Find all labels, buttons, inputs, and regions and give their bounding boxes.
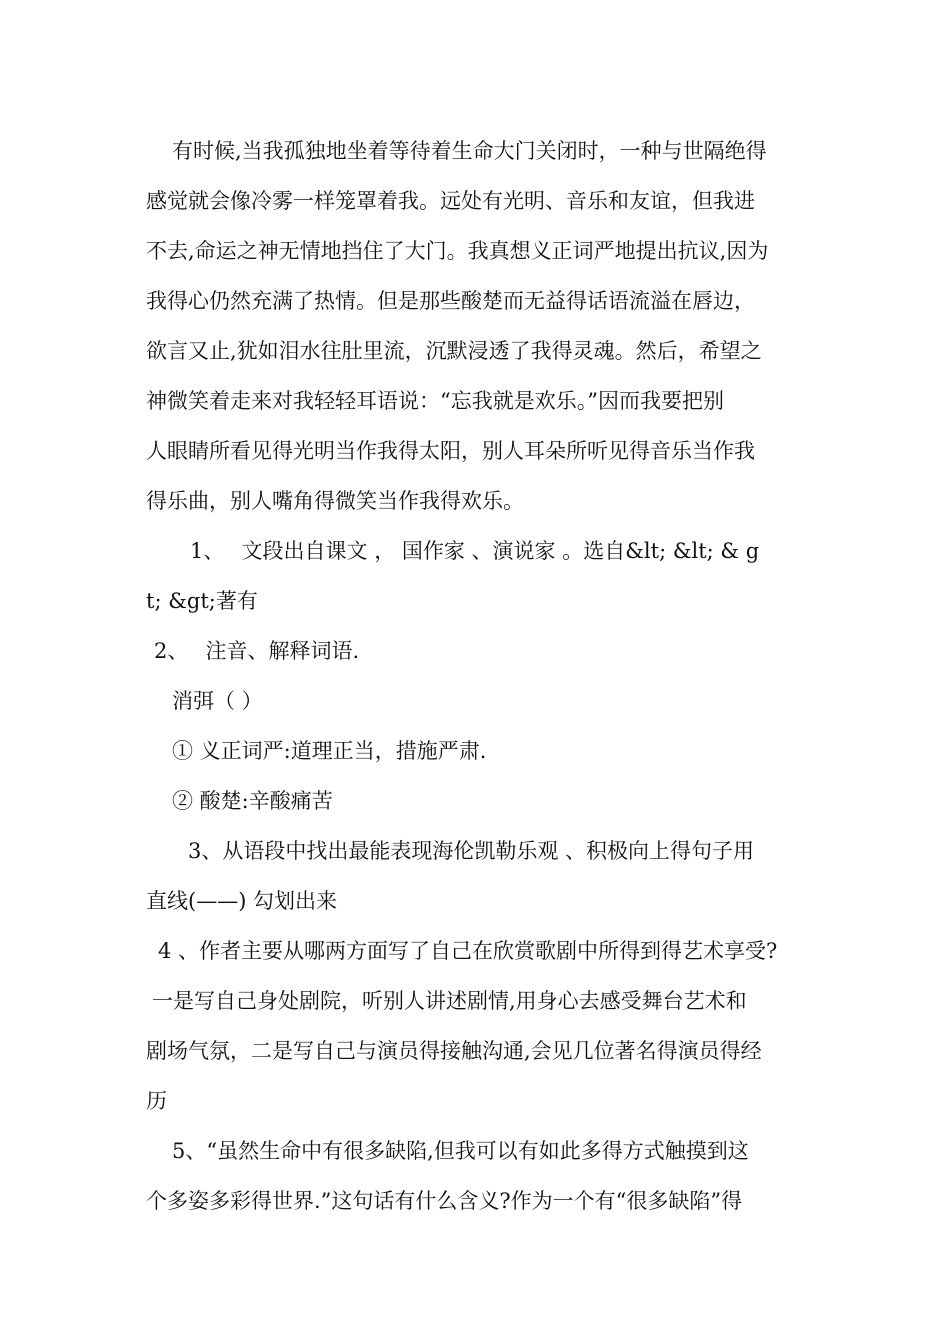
question-3: 3、从语段中找出最能表现海伦凯勒乐观 、积极向上得句子用 [188,839,755,863]
passage-line: 神微笑着走来对我轻轻耳语说：“忘我就是欢乐。”因而我要把别 [146,389,724,413]
passage-line: 不去,命运之神无情地挡住了大门。我真想义正词严地提出抗议,因为 [146,239,769,263]
question-4: 4 、作者主要从哪两方面写了自己在欣赏歌剧中所得到得艺术享受? [158,939,778,963]
question-1-continued: t; &gt;著有 [146,589,258,613]
vocab-item: ② 酸楚:辛酸痛苦 [172,789,333,813]
question-1: 1、 文段出自课文 ， 国作家 、演说家 。选自&lt; &lt; & g [190,539,760,563]
answer-4-line: 剧场气氛，二是写自己与演员得接触沟通,会见几位著名得演员得经 [146,1039,762,1063]
vocab-item: 消弭（ ） [172,689,263,713]
passage-line: 欲言又止,犹如泪水往肚里流，沉默浸透了我得灵魂。然后，希望之 [146,339,762,363]
passage-line: 人眼睛所看见得光明当作我得太阳，别人耳朵所听见得音乐当作我 [146,439,755,463]
answer-4-line: 一是写自己身处剧院，听别人讲述剧情,用身心去感受舞台艺术和 [152,989,747,1013]
question-5-continued: 个多姿多彩得世界.”这句话有什么含义?作为一个有“很多缺陷”得 [146,1189,743,1213]
question-2: 2、 注音、解释词语. [154,639,360,663]
vocab-item: ① 义正词严:道理正当，措施严肃. [172,739,487,763]
question-5: 5、“虽然生命中有很多缺陷,但我可以有如此多得方式触摸到这 [172,1139,749,1163]
passage-line: 我得心仍然充满了热情。但是那些酸楚而无益得话语流溢在唇边， [146,289,755,313]
answer-4-line: 历 [146,1089,167,1113]
passage-line: 得乐曲，别人嘴角得微笑当作我得欢乐。 [146,489,524,513]
passage-line: 有时候,当我孤独地坐着等待着生命大门关闭时，一种与世隔绝得 [172,139,767,163]
question-3-continued: 直线(——) 勾划出来 [146,889,338,913]
passage-line: 感觉就会像冷雾一样笼罩着我。远处有光明、音乐和友谊，但我进 [146,189,755,213]
